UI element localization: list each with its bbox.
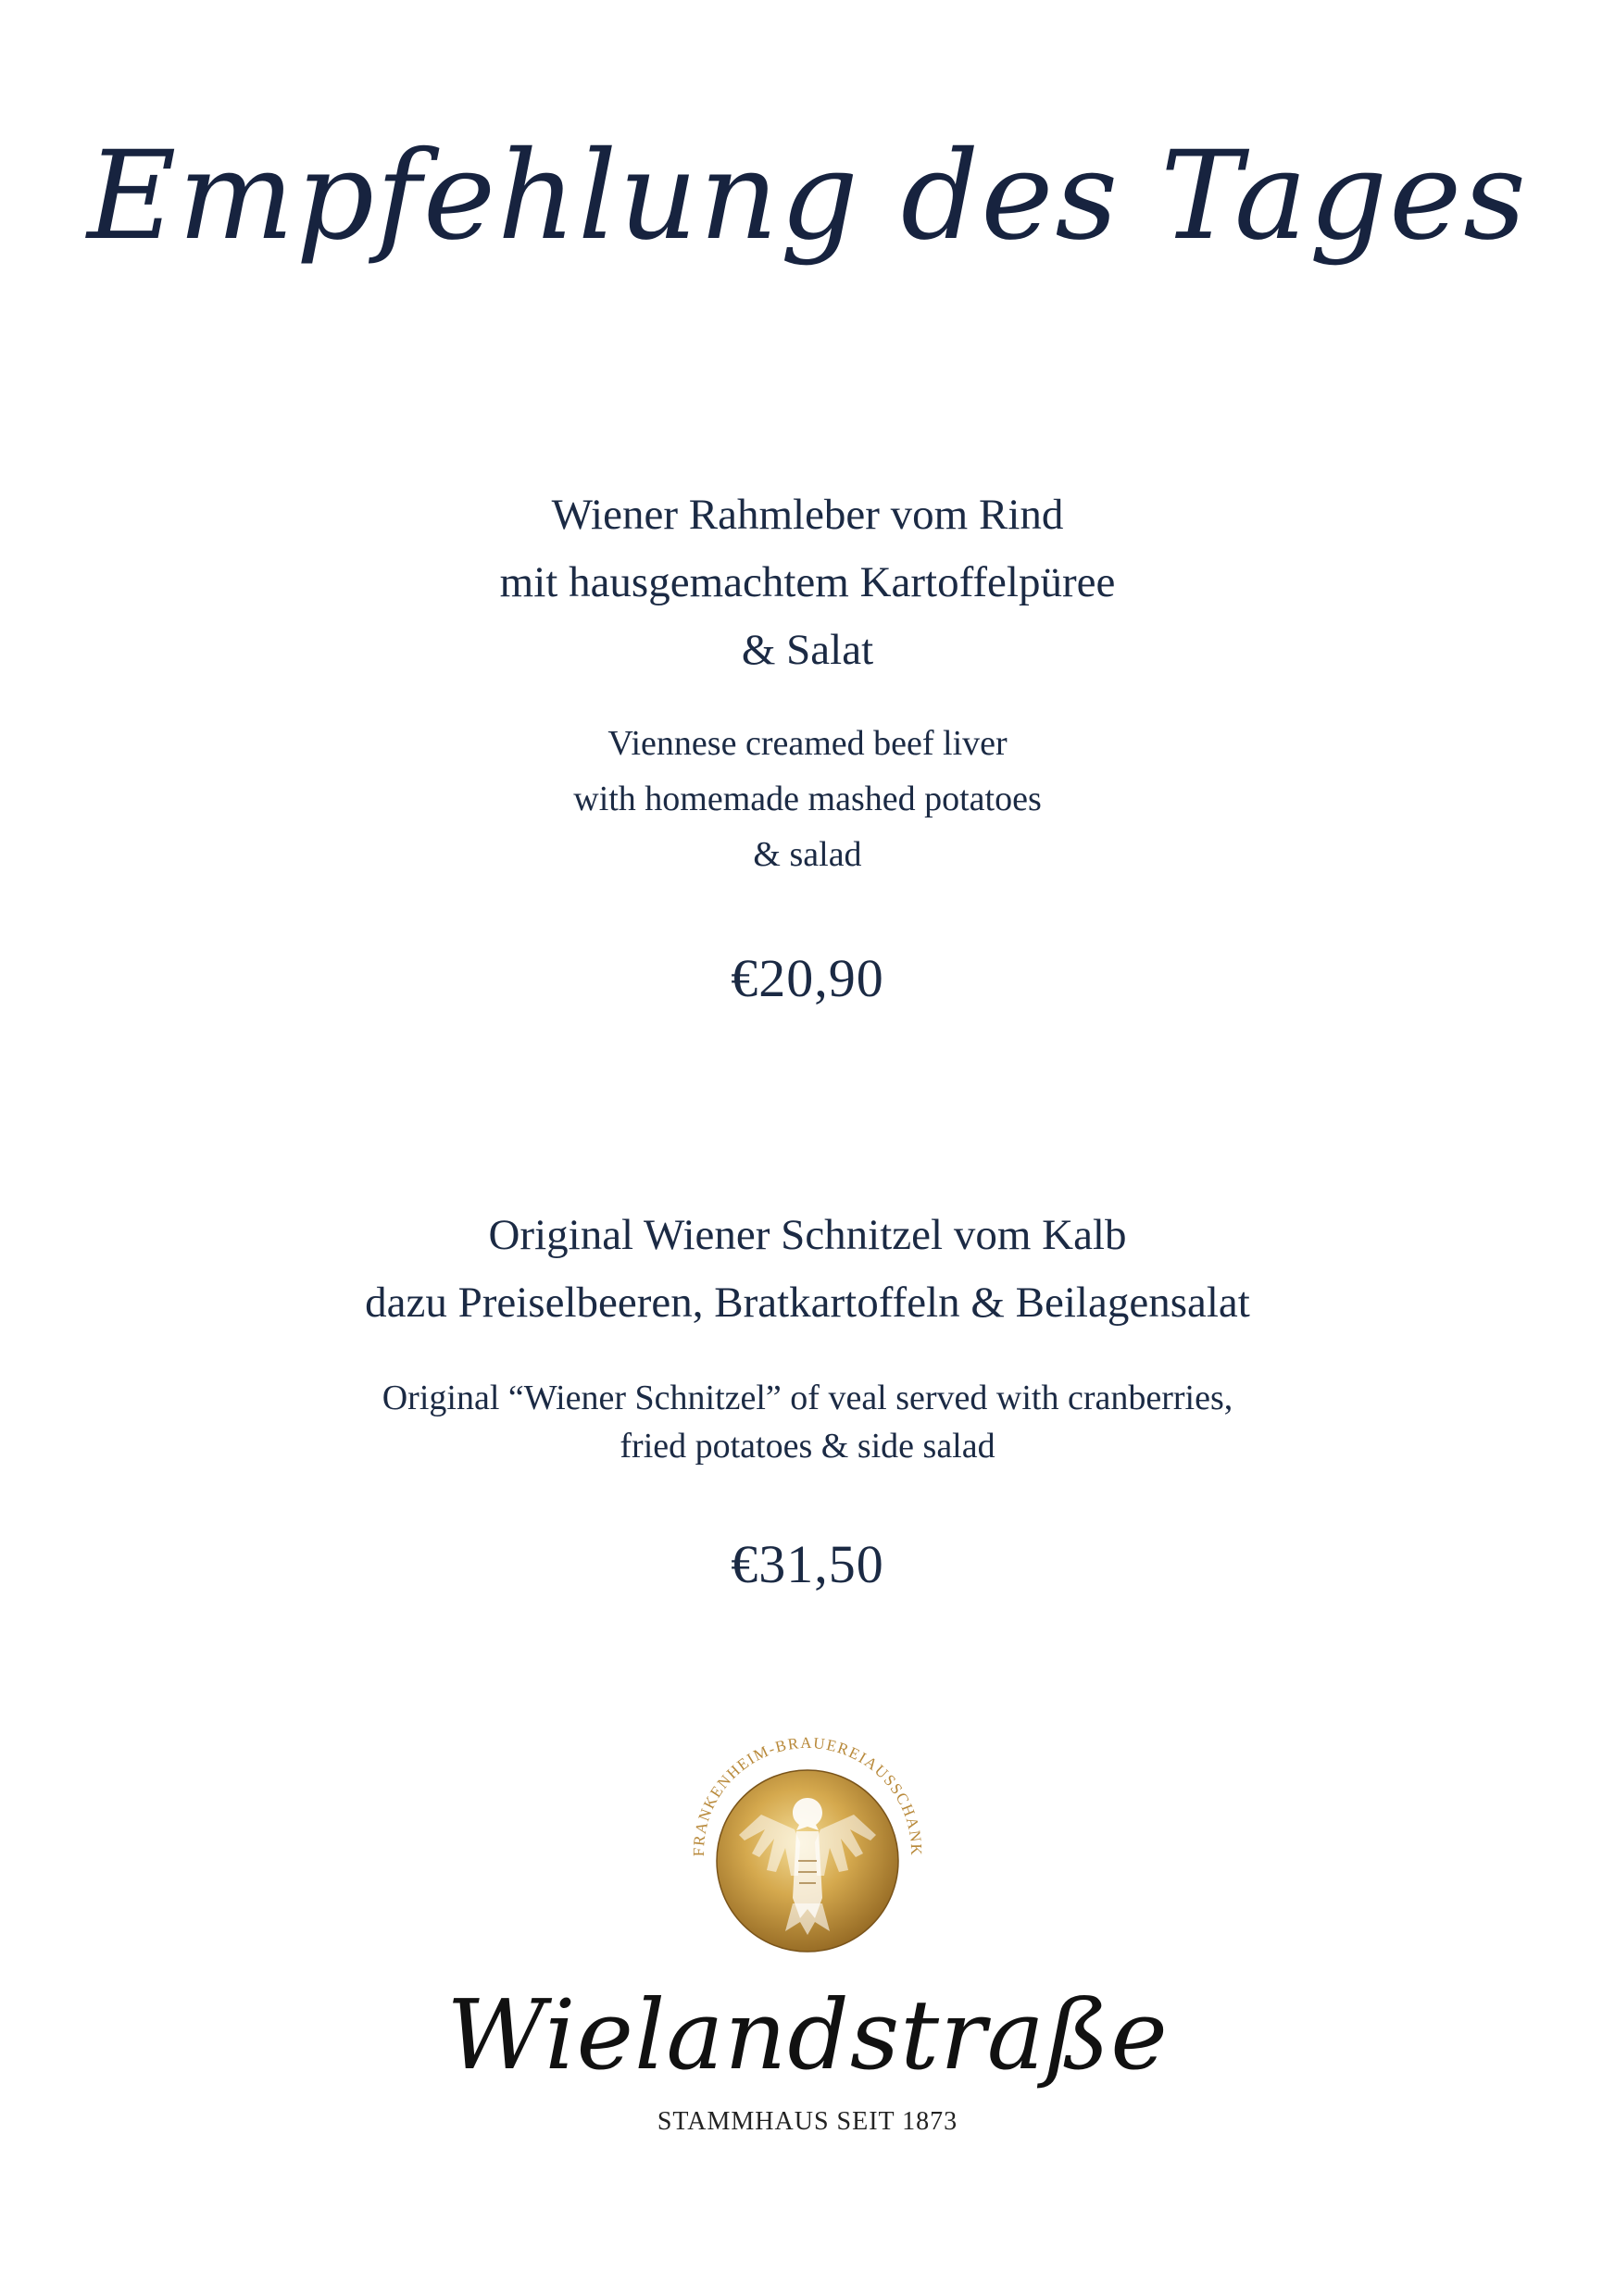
page-title: Empfehlung des Tages xyxy=(87,125,1528,268)
dish-german-line: dazu Preiselbeeren, Bratkartoffeln & Beilagensalat xyxy=(365,1279,1250,1327)
dish-item-1 xyxy=(0,481,1615,1009)
dish-english-line: Viennese creamed beef liver xyxy=(607,724,1008,763)
dish-english-line: Original “Wiener Schnitzel” of veal served with cranberries, xyxy=(382,1379,1233,1417)
dish-german-line: Original Wiener Schnitzel vom Kalb xyxy=(488,1211,1127,1259)
dish-english-line: & salad xyxy=(753,835,862,874)
seal-text: FRANKENHEIM-BRAUEREIAUSSCHANK xyxy=(689,1733,926,1857)
dish-english-line: with homemade mashed potatoes xyxy=(573,780,1042,818)
dish-price: €20,90 xyxy=(731,948,884,1008)
dish-item-2 xyxy=(0,1202,1615,1595)
dish-english-description xyxy=(0,716,1615,882)
dish-german-line: & Salat xyxy=(741,626,874,674)
dish-german-description xyxy=(0,1202,1615,1337)
dish-price: €31,50 xyxy=(731,1534,884,1594)
dish-german-line: mit hausgemachtem Kartoffelpüree xyxy=(499,558,1116,606)
dish-english-description xyxy=(0,1374,1615,1470)
dish-german-description xyxy=(0,481,1615,684)
dish-german-line: Wiener Rahmleber vom Rind xyxy=(551,491,1064,539)
dish-english-line: fried potatoes & side salad xyxy=(620,1427,995,1466)
brand-tagline: STAMMHAUS SEIT 1873 xyxy=(657,2107,958,2136)
eagle-seal-icon xyxy=(678,1713,937,1972)
brand-wordmark: Wielandstraße xyxy=(446,1978,1169,2091)
brand-logo xyxy=(0,1713,1615,2137)
